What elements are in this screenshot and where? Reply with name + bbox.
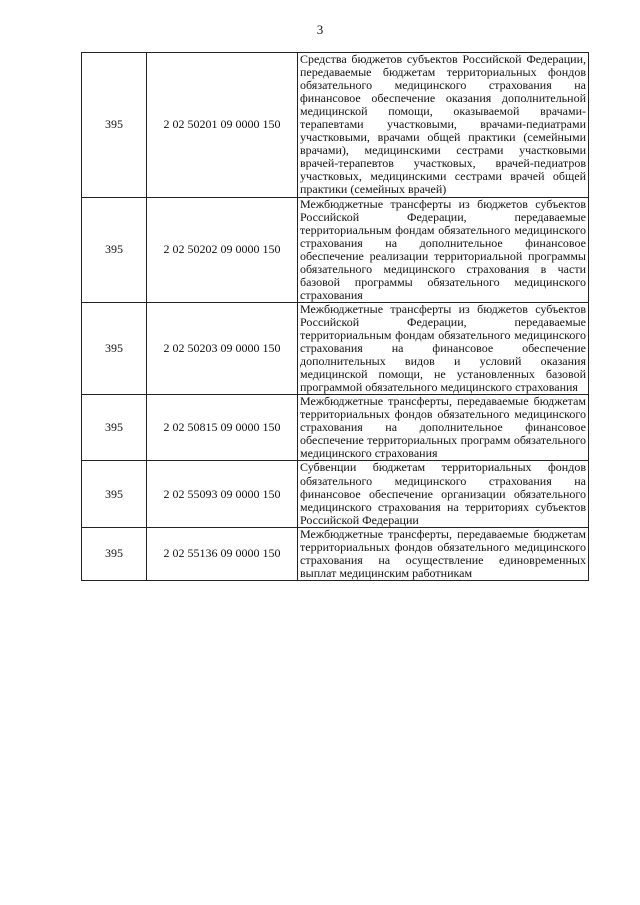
admin-code-cell: 395 [82,461,147,527]
budget-code-cell: 2 02 50815 09 0000 150 [147,395,298,461]
admin-code-cell: 395 [82,53,147,198]
name-cell: Межбюджетные трансферты из бюджетов субъектов Российской Федерации, передаваемые территориальным фондам обязательного медицинского страхования на финансовое обеспечение дополнительных видов и условий оказания медицинской помощи, не установленных базовой программой обязательного медицинского страхования [298,302,589,394]
budget-code-cell: 2 02 50202 09 0000 150 [147,197,298,302]
budget-code-cell: 2 02 50201 09 0000 150 [147,53,298,198]
admin-code-cell: 395 [82,527,147,580]
table-row [82,461,589,527]
admin-code-cell: 395 [82,302,147,394]
name-cell: Средства бюджетов субъектов Российской Федерации, передаваемые бюджетам территориальных фондов обязательного медицинского страхования на финансовое обеспечение оказания дополнительной медицинской помощи, оказываемой врачами-терапевтами участковыми, врачами-педиатрами участковыми, врачами общей практики (семейными врачами), медицинскими сестрами участковыми врачей-терапевтов участковых, врачей-педиатров участковых, медицинскими сестрами врачей общей практики (семейных врачей) [298,53,589,198]
budget-code-cell: 2 02 50203 09 0000 150 [147,302,298,394]
admin-code-cell: 395 [82,395,147,461]
table-row [82,197,589,302]
name-cell: Межбюджетные трансферты, передаваемые бюджетам территориальных фондов обязательного медицинского страхования на осуществление единовременных выплат медицинским работникам [298,527,589,580]
table-row [82,302,589,394]
page-number: 3 [316,22,324,37]
budget-classification-table [81,52,589,581]
name-cell: Субвенции бюджетам территориальных фондов обязательного медицинского страхования на финансовое обеспечение организации обязательного медицинского страхования на территориях субъектов Российской Федерации [298,461,589,527]
admin-code-cell: 395 [82,197,147,302]
table-row [82,53,589,198]
name-cell: Межбюджетные трансферты, передаваемые бюджетам территориальных фондов обязательного медицинского страхования на дополнительное финансовое обеспечение территориальных программ обязательного медицинского страхования [298,395,589,461]
table-row [82,395,589,461]
table-row [82,527,589,580]
name-cell: Межбюджетные трансферты из бюджетов субъектов Российской Федерации, передаваемые территориальным фондам обязательного медицинского страхования на дополнительное финансовое обеспечение реализации территориальной программы обязательного медицинского страхования в части базовой программы обязательного медицинского страхования [298,197,589,302]
budget-code-cell: 2 02 55136 09 0000 150 [147,527,298,580]
budget-code-cell: 2 02 55093 09 0000 150 [147,461,298,527]
